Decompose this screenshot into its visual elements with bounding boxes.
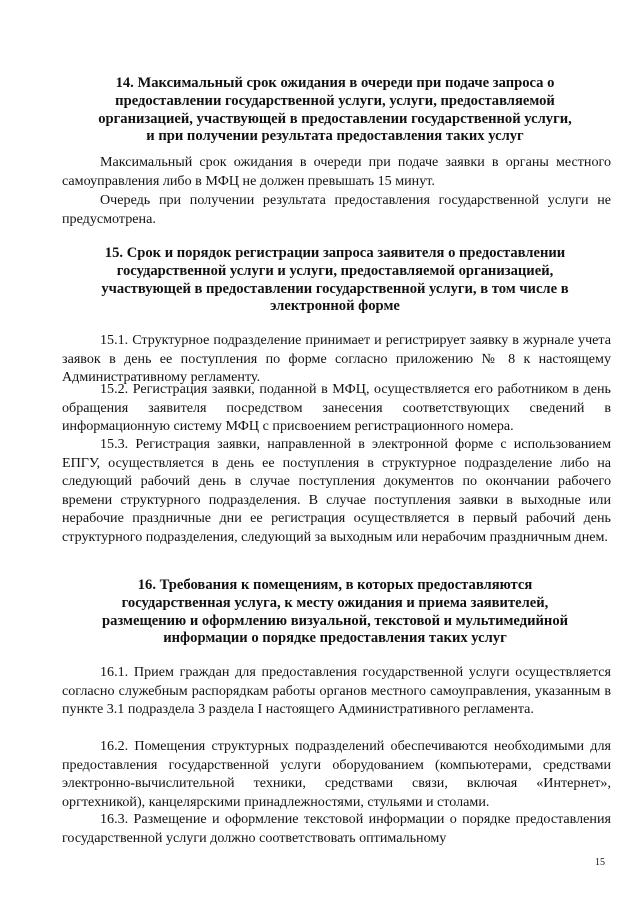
section-14-paragraph-2: Очередь при получении результата предоставления государственной услуги не предусмотрена. [62,192,611,227]
section-16-paragraph-3: 16.3. Размещение и оформление текстовой информации о порядке предоставления государственной услуги должно соответствовать оптимальному [62,811,611,846]
section-14-paragraph-1: Максимальный срок ожидания в очереди при подаче заявки в органы местного самоуправления либо в МФЦ не должен превышать 15 минут. [62,154,611,189]
section-16-paragraph-1: 16.1. Прием граждан для предоставления государственной услуги осуществляется согласно служебным распорядкам работы органов местного самоуправления, указанным в пункте 3.1 подраздела 3 раздела I настоящего Административного регламента. [62,664,611,718]
section-15-paragraph-2: 15.2. Регистрация заявки, поданной в МФЦ, осуществляется его работником в день обращения заявителя посредством занесения соответствующих сведений в информационную систему МФЦ с присвоением регистрационного номера. [62,381,611,435]
section-16-paragraph-2: 16.2. Помещения структурных подразделений обеспечиваются необходимыми для предоставления государственной услуги оборудованием (компьютерами, средствами электронно-вычислительной техники, средствами связи, включая «Интернет», оргтехникой), канцелярскими принадлежностями, стульями и столами. [62,738,611,810]
section-14-heading: 14. Максимальный срок ожидания в очереди при подаче запроса о предоставлении государственной услуги, услуги, предоставляемой организацией, участвующей в предоставлении государственной услуги, и при получении результата предоставления таких услуг [98,75,572,145]
section-15-heading: 15. Срок и порядок регистрации запроса заявителя о предоставлении государственной услуги и услуги, предоставляемой организацией, участвующей в предоставлении государственной услуги, в том числе в электронной форме [101,245,569,315]
section-15-paragraph-1: 15.1. Структурное подразделение принимает и регистрирует заявку в журнале учета заявок в день ее поступления по форме согласно приложению № 8 к настоящему Административному регламенту. [62,332,611,386]
section-16-heading: 16. Требования к помещениям, в которых предоставляются государственная услуга, к месту ожидания и приема заявителей, размещению и оформлению визуальной, текстовой и мультимедийной информации о порядке предоставления таких услуг [101,577,569,647]
section-15-paragraph-3: 15.3. Регистрация заявки, направленной в электронной форме с использованием ЕПГУ, осуществляется в день ее поступления в структурное подразделение либо на следующий рабочий день в случае поступления документов по окончании рабочего времени структурного подразделения. В случае поступления заявки в выходные или нерабочие праздничные дни ее регистрация осуществляется в первый рабочий день структурного подразделения, следующий за выходным или нерабочим праздничным днем. [62,436,611,545]
page-number: 15 [595,857,605,868]
